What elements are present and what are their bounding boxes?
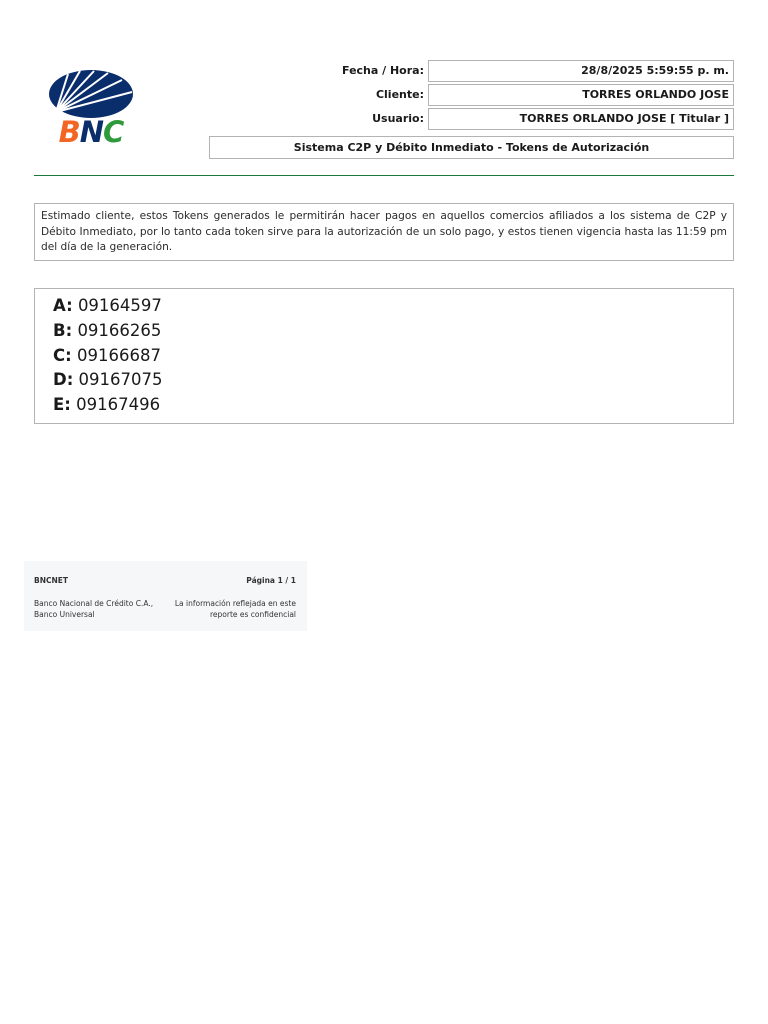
token-value: 09167496: [76, 395, 161, 415]
bnc-logo: [46, 68, 136, 150]
token-value: 09166265: [77, 320, 162, 340]
cliente-value: TORRES ORLANDO JOSE: [428, 84, 734, 106]
usuario-label: Usuario:: [372, 112, 424, 125]
token-value: 09167075: [78, 370, 163, 390]
token-value: 09164597: [77, 296, 162, 315]
notice-text: Estimado cliente, estos Tokens generados le permitirán hacer pagos en aquellos comercios afiliados a los sistema de C2P y Débito Inmediato, por lo tanto cada token sirve para la autorización de un solo pago, y estos tienen vigencia hasta las 11:59 pm del día de la generación.: [34, 203, 734, 261]
token-value: 09166687: [76, 345, 161, 365]
token-label: C:: [53, 345, 72, 365]
cliente-row: [210, 84, 734, 106]
token-row: [35, 319, 733, 344]
usuario-value: TORRES ORLANDO JOSE [ Titular ]: [428, 108, 734, 130]
header-divider: [34, 175, 734, 176]
footer-confidential-note: La información reflejada en este reporte es confidencial: [174, 599, 296, 619]
footer-page-number: Página 1 / 1: [246, 576, 296, 585]
footer-bank-name: Banco Nacional de Crédito C.A., Banco Universal: [34, 599, 154, 619]
token-row: [35, 393, 733, 418]
bnc-logo-text: BNC: [58, 115, 124, 149]
token-label: B:: [53, 320, 73, 340]
footer-brand: BNCNET: [34, 576, 69, 585]
fecha-value: 28/8/2025 5:59:55 p. m.: [428, 60, 734, 82]
token-row: [35, 294, 733, 319]
token-row: [35, 368, 733, 393]
system-title: Sistema C2P y Débito Inmediato - Tokens de Autorización: [209, 136, 734, 159]
token-row: [35, 344, 733, 369]
fecha-row: [210, 60, 734, 82]
token-label: A:: [53, 296, 73, 315]
fecha-label: Fecha / Hora:: [342, 64, 424, 77]
token-list: [34, 288, 734, 424]
bnc-logo-globe-icon: [46, 68, 136, 118]
report-footer: [24, 561, 307, 631]
token-label: E:: [53, 395, 71, 415]
token-label: D:: [53, 370, 74, 390]
cliente-label: Cliente:: [375, 88, 424, 101]
usuario-row: [210, 108, 734, 130]
